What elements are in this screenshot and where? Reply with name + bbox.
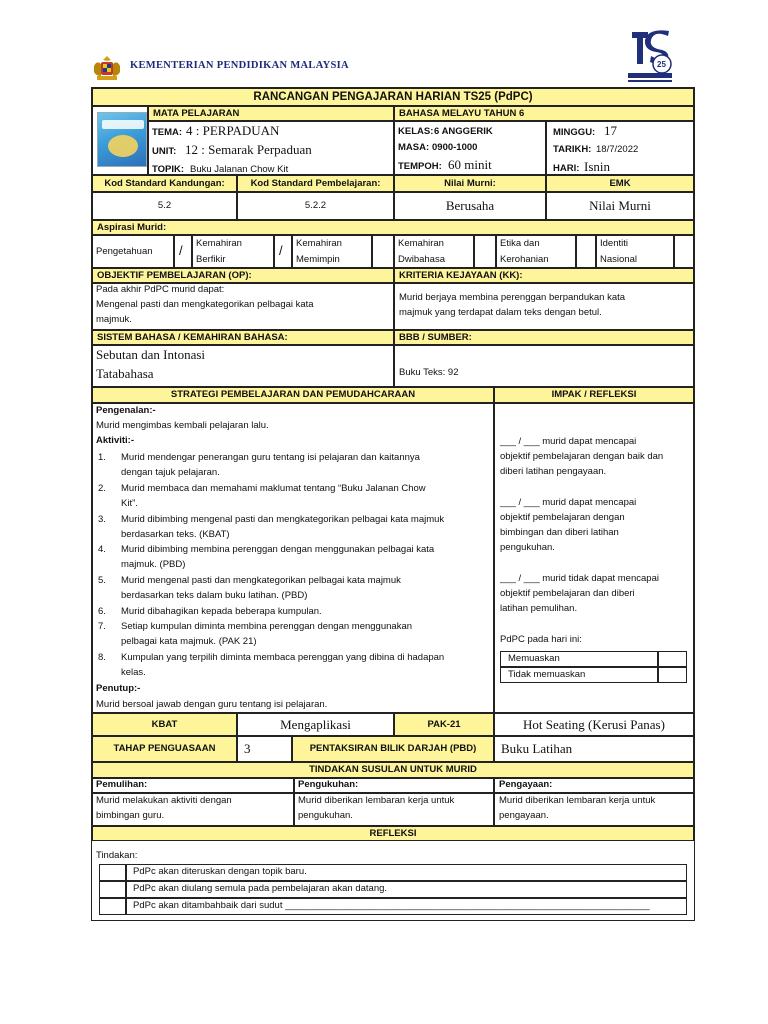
objektif-line: majmuk. xyxy=(96,314,132,325)
refleksi-option: PdPc akan diteruskan dengan topik baru. xyxy=(133,866,307,877)
bbb-value: Buku Teks: 92 xyxy=(399,367,459,378)
step-text: dengan tajuk pelajaran. xyxy=(121,467,220,478)
step-text: pelbagai kata majmuk. (PAK 21) xyxy=(121,636,257,647)
pdpc-option-tidak-memuaskan: Tidak memuaskan xyxy=(508,669,586,680)
aspirasi-mark-cell xyxy=(674,235,694,268)
step-text: Murid mengenal pasti dan mengkategorikan pelbagai kata majmuk xyxy=(121,575,401,586)
impak-line: objektif pembelajaran dengan xyxy=(500,512,625,523)
step-number: 8. xyxy=(98,652,106,663)
masa-label: MASA: xyxy=(398,142,430,153)
bbb-cell xyxy=(394,345,694,387)
aspirasi-mark: / xyxy=(179,243,183,258)
emk-value: Nilai Murni xyxy=(546,192,694,220)
sistem-bahasa-line: Sebutan dan Intonasi xyxy=(96,347,206,362)
nilai-murni-value: Berusaha xyxy=(394,192,546,220)
impak-line: objektif pembelajaran dan diberi xyxy=(500,588,635,599)
step-text: kelas. xyxy=(121,667,146,678)
aspirasi-mark: / xyxy=(279,243,283,258)
step-number: 3. xyxy=(98,514,106,525)
penutup-label: Penutup:- xyxy=(96,683,141,694)
minggu-value: 17 xyxy=(604,123,617,138)
impak-line: ___ / ___ murid tidak dapat mencapai xyxy=(500,573,659,584)
kriteria-label: KRITERIA KEJAYAAN (KK): xyxy=(394,268,694,283)
pengukuhan-text: pengukuhan. xyxy=(298,810,353,821)
impak-label: IMPAK / REFLEKSI xyxy=(494,387,694,403)
step-text: Murid dibimbing membina perenggan dengan menggunakan pelbagai kata xyxy=(121,544,435,555)
objektif-line: Mengenal pasti dan mengkategorikan pelbagai kata xyxy=(96,299,314,310)
bbb-label: BBB / SUMBER: xyxy=(394,330,694,345)
hari-label: HARI: xyxy=(553,163,580,174)
tindakan-label: Tindakan: xyxy=(96,850,138,861)
step-text: Murid membaca dan memahami maklumat tentang “Buku Jalanan Chow xyxy=(121,483,426,494)
kriteria-line: Murid berjaya membina perenggan berpandukan kata xyxy=(399,292,626,303)
page-header xyxy=(92,48,692,88)
step-text: Kumpulan yang terpilih diminta membaca perenggan yang dibina di hadapan xyxy=(121,652,445,663)
aspirasi-pengetahuan: Pengetahuan xyxy=(96,246,153,257)
topik-label: TOPIK: xyxy=(152,164,185,175)
step-text: majmuk. (PBD) xyxy=(121,559,186,570)
kod-standard-pembelajaran-header: Kod Standard Pembelajaran: xyxy=(237,175,394,192)
step-number: 1. xyxy=(98,452,106,463)
topik-value: Buku Jalanan Chow Kit xyxy=(190,164,289,175)
tema-value: 4 : PERPADUAN xyxy=(186,123,280,138)
impak-line: ___ / ___ murid dapat mencapai xyxy=(500,436,637,447)
textbook-cover-image xyxy=(97,112,147,167)
pak21-label: PAK-21 xyxy=(394,713,494,736)
step-text: berdasarkan teks. (KBAT) xyxy=(121,529,230,540)
pengayaan-label: Pengayaan: xyxy=(499,779,553,790)
tema-label: TEMA: xyxy=(152,127,183,138)
refleksi-checkbox[interactable] xyxy=(99,864,126,881)
aspirasi-mark-cell xyxy=(576,235,596,268)
aspirasi-mark-cell xyxy=(274,235,292,268)
pemulihan-text: bimbingan guru. xyxy=(96,810,165,821)
step-number: 5. xyxy=(98,575,106,586)
refleksi-option: PdPc akan ditambahbaik dari sudut _____________________________________________________________________ xyxy=(133,900,650,911)
tempoh-label: TEMPOH: xyxy=(398,161,442,172)
pemulihan-label: Pemulihan: xyxy=(96,779,148,790)
strategi-cell xyxy=(92,403,494,713)
svg-text:25: 25 xyxy=(657,60,666,69)
kbat-label: KBAT xyxy=(92,713,237,736)
unit-value: 12 : Semarak Perpaduan xyxy=(185,142,312,157)
aktiviti-label: Aktiviti:- xyxy=(96,435,134,446)
sistem-bahasa-label: SISTEM BAHASA / KEMAHIRAN BAHASA: xyxy=(92,330,394,345)
tindakan-susulan-label: TINDAKAN SUSULAN UNTUK MURID xyxy=(92,762,694,778)
tahap-penguasaan-label: TAHAP PENGUASAAN xyxy=(92,736,237,762)
pdpc-checkbox[interactable] xyxy=(658,651,687,667)
malaysia-crest-icon xyxy=(92,54,122,82)
refleksi-checkbox[interactable] xyxy=(99,898,126,915)
step-text: Murid mendengar penerangan guru tentang isi pelajaran dan kaitannya xyxy=(121,452,420,463)
step-text: Kit”. xyxy=(121,498,138,509)
ts25-logo-icon xyxy=(624,26,676,86)
step-text: berdasarkan teks dalam buku latihan. (PBD) xyxy=(121,590,308,601)
pengayaan-text: Murid diberikan lembaran kerja untuk xyxy=(499,795,656,806)
hari-value: Isnin xyxy=(584,159,610,174)
pengukuhan-text: Murid diberikan lembaran kerja untuk xyxy=(298,795,455,806)
emk-header: EMK xyxy=(546,175,694,192)
pbd-value: Buku Latihan xyxy=(494,736,694,762)
tarikh-value: 18/7/2022 xyxy=(596,144,639,155)
aspirasi-kemahiran-memimpin: Kemahiran Memimpin xyxy=(296,238,342,265)
pdpc-label: PdPC pada hari ini: xyxy=(500,634,582,645)
step-number: 4. xyxy=(98,544,106,555)
impak-line: latihan pemulihan. xyxy=(500,603,578,614)
step-number: 2. xyxy=(98,483,106,494)
tahap-penguasaan-value: 3 xyxy=(237,736,292,762)
step-number: 7. xyxy=(98,621,106,632)
refleksi-label: REFLEKSI xyxy=(92,826,694,841)
unit-label: UNIT: xyxy=(152,146,177,157)
aspirasi-label: Aspirasi Murid: xyxy=(92,220,694,235)
step-text: Murid dibahagikan kepada beberapa kumpulan. xyxy=(121,606,322,617)
kriteria-line: majmuk yang terdapat dalam teks dengan betul. xyxy=(399,307,602,318)
kod-standard-kandungan-value: 5.2 xyxy=(92,192,237,220)
aspirasi-mark-cell xyxy=(174,235,192,268)
pengenalan-text: Murid mengimbas kembali pelajaran lalu. xyxy=(96,420,269,431)
kod-standard-kandungan-header: Kod Standard Kandungan: xyxy=(92,175,237,192)
tarikh-label: TARIKH: xyxy=(553,144,592,155)
penutup-text: Murid bersoal jawab dengan guru tentang isi pelajaran. xyxy=(96,699,328,710)
refleksi-checkbox[interactable] xyxy=(99,881,126,898)
sistem-bahasa-line: Tatabahasa xyxy=(96,366,154,381)
aspirasi-kemahiran-berfikir: Kemahiran Berfikir xyxy=(196,238,242,265)
pdpc-checkbox[interactable] xyxy=(658,667,687,683)
pengukuhan-label: Pengukuhan: xyxy=(298,779,359,790)
pak21-value: Hot Seating (Kerusi Panas) xyxy=(494,713,694,736)
subject-name: BAHASA MELAYU TAHUN 6 xyxy=(394,106,694,121)
step-number: 6. xyxy=(98,606,106,617)
impak-line: diberi latihan pengayaan. xyxy=(500,466,607,477)
pemulihan-text: Murid melakukan aktiviti dengan xyxy=(96,795,232,806)
impak-line: pengukuhan. xyxy=(500,542,555,553)
kod-standard-pembelajaran-value: 5.2.2 xyxy=(237,192,394,220)
objektif-label: OBJEKTIF PEMBELAJARAN (OP): xyxy=(92,268,394,283)
refleksi-option: PdPc akan diulang semula pada pembelajaran akan datang. xyxy=(133,883,388,894)
aspirasi-mark-cell xyxy=(474,235,496,268)
pdpc-option-memuaskan: Memuaskan xyxy=(508,653,560,664)
strategi-label: STRATEGI PEMBELAJARAN DAN PEMUDAHCARAAN xyxy=(92,387,494,403)
kbat-value: Mengaplikasi xyxy=(237,713,394,736)
step-text: Murid dibimbing mengenal pasti dan mengkategorikan pelbagai kata majmuk xyxy=(121,514,445,525)
impak-line: objektif pembelajaran dengan baik dan xyxy=(500,451,664,462)
tempoh-value: 60 minit xyxy=(448,157,492,172)
aspirasi-kemahiran-dwibahasa: Kemahiran Dwibahasa xyxy=(398,238,445,265)
step-text: Setiap kumpulan diminta membina perenggan dengan menggunakan xyxy=(121,621,413,632)
aspirasi-mark-cell xyxy=(372,235,394,268)
document-title: RANCANGAN PENGAJARAN HARIAN TS25 (PdPC) xyxy=(92,88,694,106)
pengayaan-text: pengayaan. xyxy=(499,810,549,821)
impak-line: bimbingan dan diberi latihan xyxy=(500,527,619,538)
impak-line: ___ / ___ murid dapat mencapai xyxy=(500,497,637,508)
pengenalan-label: Pengenalan:- xyxy=(96,405,156,416)
aspirasi-etika-kerohanian: Etika dan Kerohanian xyxy=(500,238,549,265)
minggu-label: MINGGU: xyxy=(553,127,596,138)
nilai-murni-header: Nilai Murni: xyxy=(394,175,546,192)
kelas-value: 6 ANGGERIK xyxy=(434,126,493,137)
objektif-line: Pada akhir PdPC murid dapat: xyxy=(96,284,225,295)
kelas-label: KELAS: xyxy=(398,126,434,137)
masa-value: 0900-1000 xyxy=(432,142,478,153)
aspirasi-identiti-nasional: Identiti Nasional xyxy=(600,238,637,265)
ministry-name: KEMENTERIAN PENDIDIKAN MALAYSIA xyxy=(130,60,349,71)
pbd-label: PENTAKSIRAN BILIK DARJAH (PBD) xyxy=(292,736,494,762)
mata-pelajaran-label: MATA PELAJARAN xyxy=(148,106,394,121)
